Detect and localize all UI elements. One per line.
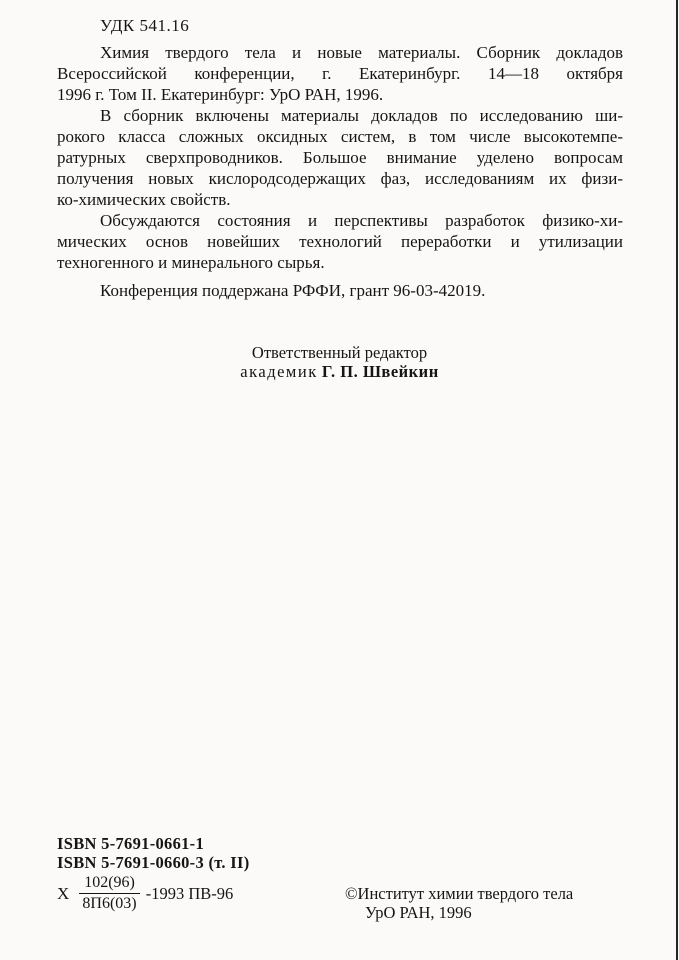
copyright-block: [345, 884, 573, 922]
grant-note: [57, 280, 623, 301]
classification-letter: Х: [57, 884, 70, 903]
copyright-line-1: ©Институт химии твердого тела: [345, 884, 574, 903]
classification-fraction: [79, 874, 139, 913]
classification-suffix: -1993 ПВ-96: [145, 884, 234, 903]
udk-code: УДК 541.16: [100, 16, 190, 35]
text-line: Конференция поддержана РФФИ, грант 96-03-42019.: [100, 281, 486, 300]
fraction-denominator: 8П6(03): [82, 895, 137, 912]
text-line: техногенного и минерального сырья.: [57, 253, 325, 272]
text-line: рокого класса сложных оксидных систем, в том числе высокотемпе-: [57, 127, 623, 146]
editor-rank: академик: [240, 362, 318, 381]
text-line: В сборник включены материалы докладов по исследованию ши-: [100, 106, 623, 125]
isbn-volume-1: ISBN 5-7691-0661-1: [57, 834, 205, 853]
classification-index: [57, 874, 233, 913]
text-line: Химия твердого тела и новые материалы. Сборник докладов: [100, 43, 623, 62]
scan-edge-artifact: [676, 0, 678, 960]
bibliographic-description: [57, 42, 623, 105]
editor-block: [0, 344, 679, 381]
editor-title: Ответственный редактор: [251, 343, 428, 362]
text-line: Всероссийской конференции, г. Екатеринбург. 14—18 октября: [57, 64, 623, 83]
text-line: Обсуждаются состояния и перспективы разработок физико-хи-: [100, 211, 623, 230]
editor-name: Г. П. Швейкин: [321, 362, 439, 381]
text-line: получения новых кислородсодержащих фаз, исследованиям их физи-: [57, 169, 623, 188]
abstract-paragraph-1: [57, 105, 623, 210]
imprint-text-block: [57, 15, 623, 301]
abstract-paragraph-2: [57, 210, 623, 273]
text-line: ратурных сверхпроводников. Большое внимание уделено вопросам: [57, 148, 623, 167]
isbn-volume-2: ISBN 5-7691-0660-3 (т. II): [57, 853, 250, 872]
isbn-block: [57, 834, 250, 872]
copyright-line-2: УрО РАН, 1996: [365, 903, 472, 922]
editor-name-row: [0, 363, 679, 381]
text-line: мических основ новейших технологий переработки и утилизации: [57, 232, 623, 251]
text-line: ко-химических свойств.: [57, 190, 231, 209]
text-line: 1996 г. Том II. Екатеринбург: УрО РАН, 1996.: [57, 85, 384, 104]
fraction-numerator: 102(96): [79, 874, 139, 894]
